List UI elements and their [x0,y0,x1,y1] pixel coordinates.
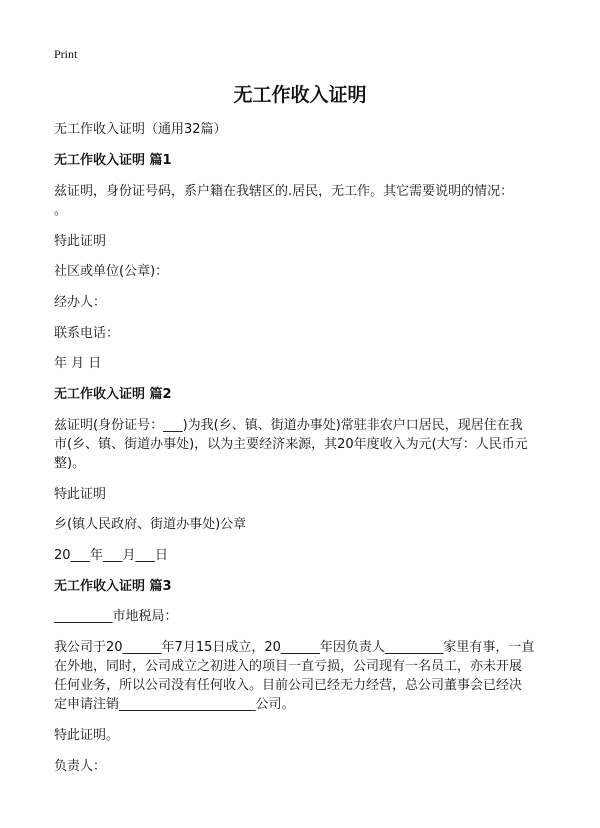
section-1-date: 年 月 日 [54,356,102,371]
section-1-stamp: 社区或单位(公章)： [54,264,169,279]
section-2-stamp: 乡(镇人民政府、街道办事处)公章 [54,517,247,532]
section-3-paragraph-line: 我公司于20______年7月15日成立，20______年因负责人_________家里有事，一直 [54,640,535,655]
section-3-paragraph-line: 定申请注销_____________________公司。 [54,697,295,712]
section-3-signatory: 负责人： [54,759,107,774]
section-2-paragraph-line: 兹证明(身份证号：___)为我(乡、镇、街道办事处)常驻非农户口居民，现居住在我 [54,418,523,433]
print-label[interactable]: Print [54,47,78,61]
section-1-paragraph-line: 。 [54,203,68,218]
section-3-heading: 无工作收入证明 篇3 [54,579,172,594]
section-2-certify: 特此证明 [54,487,107,502]
section-1-paragraph-line: 兹证明，身份证号码，系户籍在我辖区的.居民，无工作。其它需要说明的情况： [54,184,514,199]
page-title: 无工作收入证明 [233,84,367,106]
section-3-paragraph-line: 任何业务，所以公司没有任何收入。目前公司已经无力经营，总公司董事会已经决 [54,678,523,693]
section-2-paragraph-line: 整)。 [54,456,86,471]
section-3-addressee: _________市地税局： [54,609,178,624]
section-3-certify: 特此证明。 [54,728,120,743]
document-subtitle: 无工作收入证明（通用32篇） [54,122,227,137]
section-2-date: 20___年___月___日 [54,548,169,563]
section-2-paragraph-line: 市(乡、镇、街道办事处)，以为主要经济来源，其20年度收入为元(大写：人民币元 [54,437,528,452]
section-1-handler: 经办人： [54,295,107,310]
section-1-certify: 特此证明 [54,234,107,249]
section-1-phone: 联系电话： [54,326,120,341]
section-3-paragraph-line: 在外地，同时，公司成立之初进入的项目一直亏损，公司现有一名员工，亦未开展 [54,659,523,674]
section-1-heading: 无工作收入证明 篇1 [54,153,172,168]
section-2-heading: 无工作收入证明 篇2 [54,387,172,402]
